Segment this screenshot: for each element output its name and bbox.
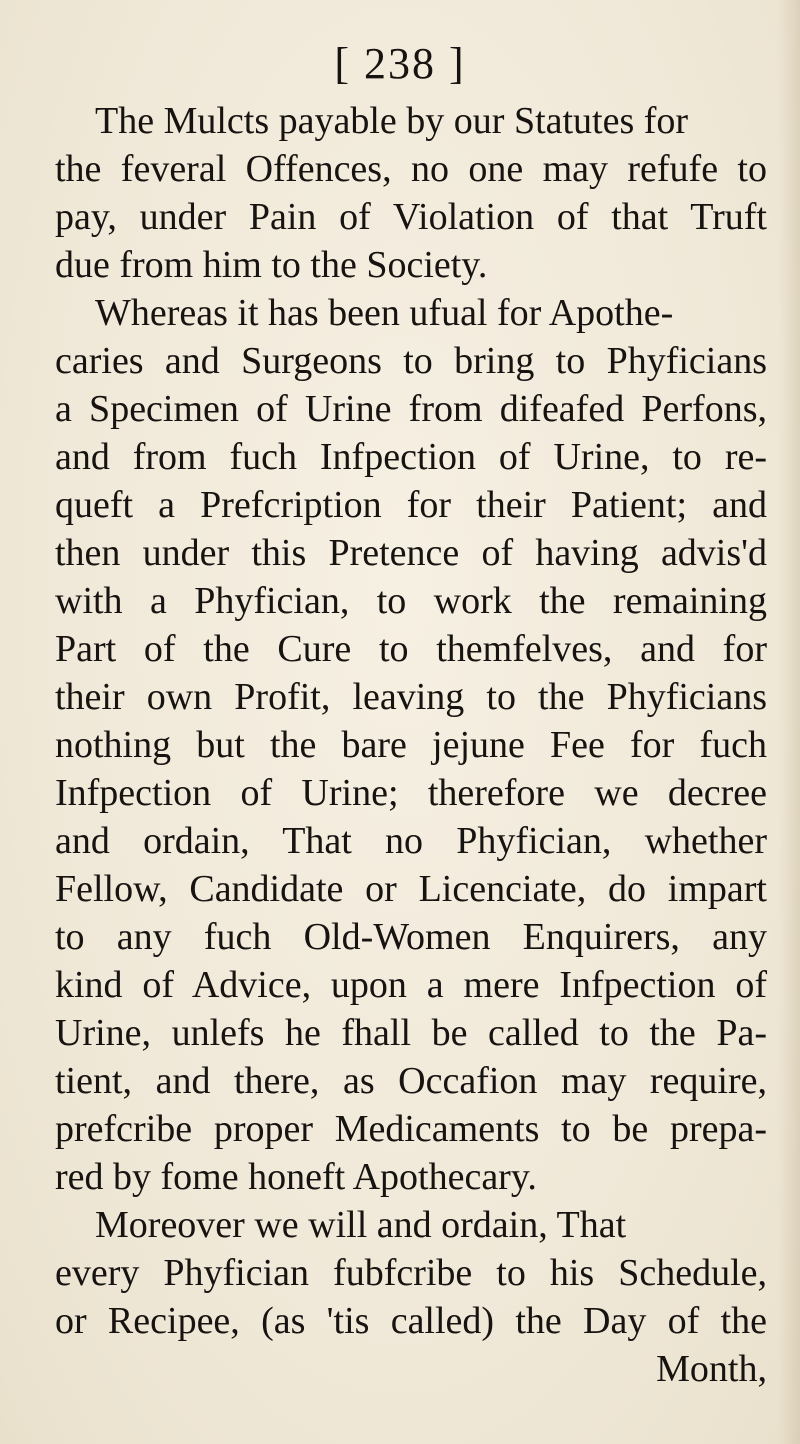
text-line: Fellow, Candidate or Licenciate, do impart — [55, 868, 767, 910]
text-line: caries and Surgeons to bring to Phyficians — [55, 340, 767, 382]
text-line: nothing but the bare jejune Fee for fuch — [55, 724, 767, 766]
text-line: every Phyfician fubfcribe to his Schedule, — [55, 1252, 767, 1294]
text-line: or Recipee, (as 'tis called) the Day of the — [55, 1300, 767, 1342]
text-line: pay, under Pain of Violation of that Truft — [55, 196, 767, 238]
text-line: red by fome honeft Apothecary. — [55, 1156, 537, 1198]
text-line: The Mulcts payable by our Statutes for — [95, 100, 689, 142]
text-line: queft a Prefcription for their Patient; and — [55, 484, 767, 526]
text-line: kind of Advice, upon a mere Infpection of — [55, 964, 767, 1006]
text-line: prefcribe proper Medicaments to be prepa- — [55, 1108, 767, 1150]
text-line: Whereas it has been ufual for Apothe- — [95, 292, 674, 334]
text-line: and ordain, That no Phyfician, whether — [55, 820, 767, 862]
text-line: with a Phyfician, to work the remaining — [55, 580, 767, 622]
text-line: the feveral Offences, no one may refufe to — [55, 148, 767, 190]
text-line: to any fuch Old-Women Enquirers, any — [55, 916, 767, 958]
text-line: Moreover we will and ordain, That — [95, 1204, 627, 1246]
text-line: Urine, unlefs he fhall be called to the Pa- — [55, 1012, 767, 1054]
text-line: Part of the Cure to themfelves, and for — [55, 628, 767, 670]
page-number: [ 238 ] — [334, 39, 466, 88]
text-line: Infpection of Urine; therefore we decree — [55, 772, 767, 814]
text-line: a Specimen of Urine from difeafed Perfons, — [55, 388, 767, 430]
text-line: tient, and there, as Occafion may require, — [55, 1060, 767, 1102]
catchword: Month, — [656, 1348, 767, 1390]
text-line: due from him to the Society. — [55, 244, 488, 286]
page-edge-shadow — [778, 0, 800, 1444]
text-line: their own Profit, leaving to the Phyficians — [55, 676, 767, 718]
text-line: then under this Pretence of having advis'd — [55, 532, 767, 574]
text-line: and from fuch Infpection of Urine, to re- — [55, 436, 767, 478]
